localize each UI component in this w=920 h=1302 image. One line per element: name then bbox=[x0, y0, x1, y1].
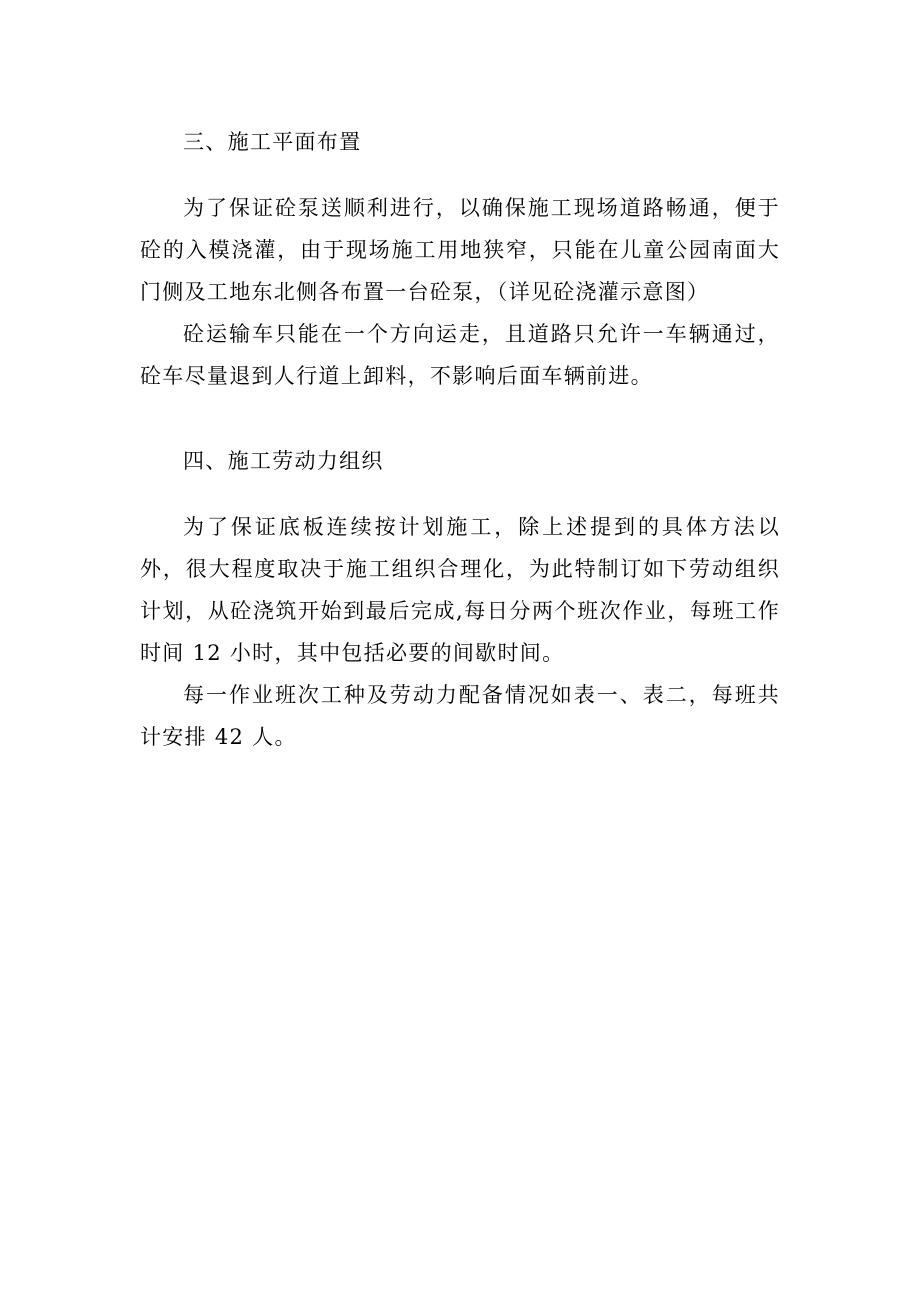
section-heading-labor-organization: 四、施工劳动力组织 bbox=[183, 449, 384, 473]
paragraph-labor-plan: 为了保证底板连续按计划施工，除上述提到的具体方法以外，很大程度取决于施工组织合理化，为此特制订如下劳动组织计划，从砼浇筑开始到最后完成,每日分两个班次作业，每班工作时间 12 小时，其中包括必要的间歇时间。 bbox=[140, 515, 780, 665]
paragraph-truck-route: 砼运输车只能在一个方向运走，且道路只允许一车辆通过，砼车尽量退到人行道上卸料，不影响后面车辆前进。 bbox=[140, 322, 780, 388]
section-heading-site-layout: 三、施工平面布置 bbox=[183, 130, 362, 154]
paragraph-staffing: 每一作业班次工种及劳动力配备情况如表一、表二，每班共计安排 42 人。 bbox=[140, 683, 780, 749]
paragraph-pump-placement: 为了保证砼泵送顺利进行，以确保施工现场道路畅通，便于砼的入模浇灌，由于现场施工用地狭窄，只能在儿童公园南面大门侧及工地东北侧各布置一台砼泵，（详见砼浇灌示意图） bbox=[140, 196, 780, 304]
